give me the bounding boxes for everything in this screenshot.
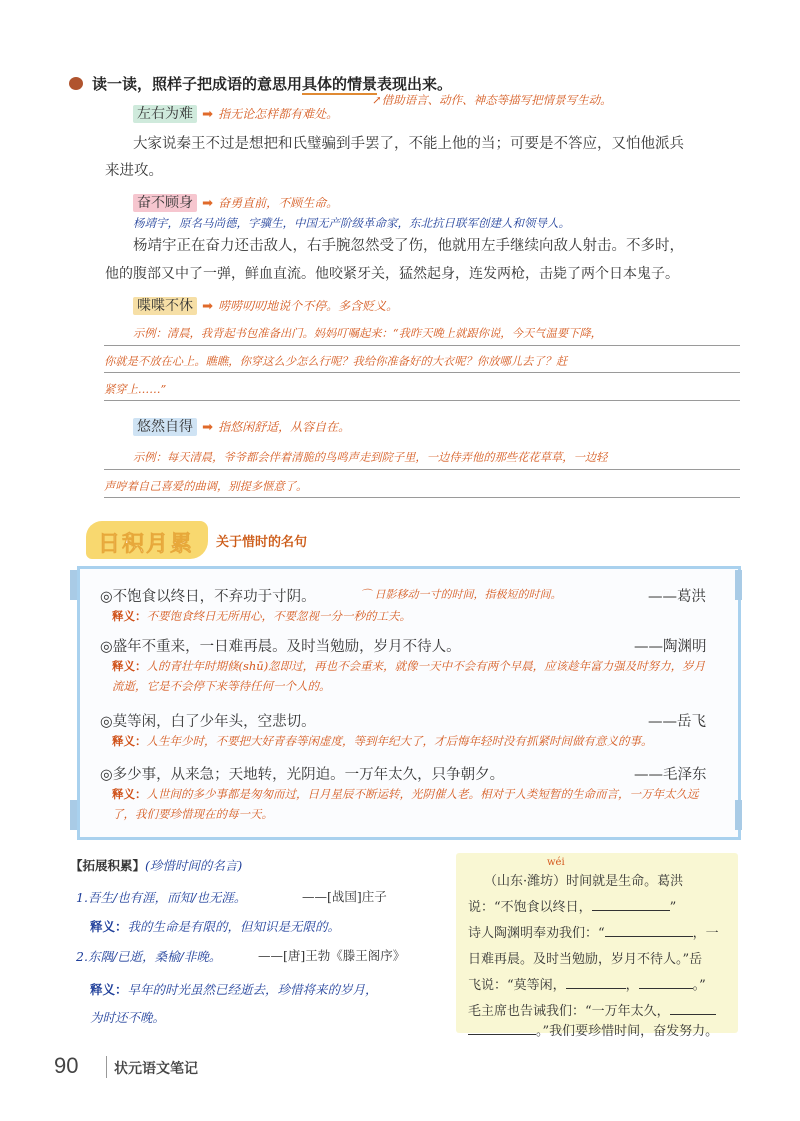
quote-explanation: 释义：人的青壮年时期倏(shū)忽即过，再也不会重来，就像一天中不会有两个早晨，应该趁年富力强及时努力，岁月流逝，它是不会停下来等待任何一个人的。 <box>112 659 706 693</box>
idiom-3 <box>133 295 398 315</box>
arrow-icon: ➡ <box>202 420 213 435</box>
example-line-1: 示例：每天清晨，爷爷都会伴着清脆的鸟鸣声走到院子里，一边侍弄他的那些花花草草，一边轻 <box>133 451 608 464</box>
idiom-1 <box>133 103 338 123</box>
exercise-line-2: 说：“不饱食以终日， ” <box>468 900 677 915</box>
idiom-label: 悠然自得 <box>133 418 197 436</box>
quote-author: ——陶渊明 <box>634 639 707 655</box>
example-line-1: 示例：清晨，我背起书包准备出门。妈妈叮嘱起来：“我昨天晚上就跟你说，今天气温要下降， <box>133 327 602 340</box>
exercise-line-3: 诗人陶渊明奉劝我们：“ ，一 <box>468 926 719 941</box>
section-subtitle: 关于惜时的名句 <box>216 535 308 550</box>
ruled-line <box>104 400 740 401</box>
section-bullet-icon <box>69 77 83 90</box>
footer-divider <box>106 1056 107 1078</box>
ruled-line <box>104 497 740 498</box>
box-pin-left-top <box>70 570 77 600</box>
idiom-meaning: 奋勇直前，不顾生命。 <box>218 196 339 210</box>
extension-title: 【拓展积累】(珍惜时间的名言) <box>70 858 243 873</box>
extension-explanation-2-line-1: 释义：早年的时光虽然已经逝去，珍惜将来的岁月， <box>90 982 378 997</box>
extension-source-1: ——[战国]庄子 <box>302 889 387 904</box>
idiom-2-paragraph-line-1: 杨靖宇正在奋力还击敌人，右手腕忽然受了伤，他就用左手继续向敌人射击。不多时， <box>133 238 684 254</box>
quote-explanation: 释义：不要饱食终日无所用心，不要忽视一分一秒的工夫。 <box>112 609 411 623</box>
extension-source-2: ——[唐]王勃《滕王阁序》 <box>258 948 406 963</box>
idiom-meaning: 唠唠叨叨地说个不停。多含贬义。 <box>218 299 399 313</box>
arrow-icon: ➡ <box>202 107 213 122</box>
quote-text: ◎盛年不重来，一日难再晨。及时当勉励，岁月不待人。 <box>100 639 461 655</box>
idiom-2-paragraph-line-2: 他的腹部又中了一弹，鲜血直流。他咬紧牙关，猛然起身，连发两枪，击毙了两个日本鬼子。 <box>105 266 679 282</box>
arrow-icon: ➡ <box>202 196 213 211</box>
example-line-2: 你就是不放在心上。瞧瞧，你穿这么少怎么行呢？我给你准备好的大衣呢？你放哪儿去了？赶 <box>104 355 568 368</box>
extension-item-2: 2.东隅/已逝，桑榆/非晚。 <box>76 949 222 964</box>
exercise-line-6: 毛主席也告诫我们：“一万年太久， <box>468 1000 716 1019</box>
exercise-heading: 读一读，照样子把成语的意思用具体的情景表现出来。 <box>92 75 453 93</box>
arrow-icon: ➡ <box>202 299 213 314</box>
blank-5[interactable] <box>670 1002 716 1015</box>
idiom-4 <box>133 416 350 436</box>
idiom-label: 左右为难 <box>133 105 197 123</box>
quote-author: ——毛泽东 <box>634 767 707 783</box>
quote-explanation: 释义：人生年少时，不要把大好青春等闲虚度，等到年纪大了，才后悔年轻时没有抓紧时间做有意义的事。 <box>112 734 653 748</box>
pinyin-annotation: wéi <box>547 857 565 868</box>
handwritten-note: 杨靖宇，原名马尚德，字骥生，中国无产阶级革命家，东北抗日联军创建人和领导人。 <box>133 216 570 230</box>
idiom-2 <box>133 192 338 212</box>
box-pin-right-bottom <box>735 800 742 830</box>
ruled-line <box>104 469 740 470</box>
page-number: 90 <box>54 1053 79 1078</box>
ruled-line <box>104 372 740 373</box>
idiom-1-paragraph-line-1: 大家说秦王不过是想把和氏璧骗到手罢了，不能上他的当；可要是不答应，又怕他派兵 <box>133 136 684 152</box>
quote-text: ◎不饱食以终日，不弃功于寸阴。 <box>100 589 316 605</box>
quote-annotation: ⌒ 日影移动一寸的时间，指极短的时间。 <box>360 588 562 601</box>
example-line-2: 声哼着自己喜爱的曲调，别提多惬意了。 <box>104 480 308 493</box>
idiom-meaning: 指无论怎样都有难处。 <box>218 107 339 121</box>
extension-explanation-1: 释义：我的生命是有限的，但知识是无限的。 <box>90 919 341 934</box>
blank-2[interactable] <box>605 924 693 937</box>
idiom-label: 奋不顾身 <box>133 194 197 212</box>
idiom-1-paragraph-line-2: 来进攻。 <box>105 163 163 179</box>
quote-text: ◎多少事，从来急；天地转，光阴迫。一万年太久，只争朝夕。 <box>100 767 505 783</box>
blank-4[interactable] <box>639 976 693 989</box>
blank-6[interactable] <box>468 1022 536 1035</box>
example-line-3: 紧穿上……” <box>104 383 167 396</box>
book-title: 状元语文笔记 <box>114 1061 198 1077</box>
quote-text: ◎莫等闲，白了少年头，空悲切。 <box>100 714 316 730</box>
box-pin-left-bottom <box>70 800 77 830</box>
blank-1[interactable] <box>592 898 670 911</box>
exercise-line-4: 日难再晨。及时当勉励，岁月不待人。”岳 <box>468 952 703 967</box>
quote-author: ——葛洪 <box>648 589 706 605</box>
fill-in-exercise <box>456 853 738 1039</box>
box-pin-right-top <box>735 570 742 600</box>
section-badge: 日积月累 <box>86 521 208 559</box>
idiom-label: 喋喋不休 <box>133 297 197 315</box>
exercise-line-7: 。”我们要珍惜时间，奋发努力。 <box>468 1020 718 1039</box>
exercise-line-5: 飞说：“莫等闲， ， 。” <box>468 978 706 993</box>
idiom-meaning: 指悠闲舒适，从容自在。 <box>218 420 351 434</box>
blank-3[interactable] <box>566 976 626 989</box>
extension-item-1: 1.吾生/也有涯，而知/也无涯。 <box>76 890 247 905</box>
extension-explanation-2-line-2: 为时还不晚。 <box>90 1010 166 1025</box>
quote-author: ——岳飞 <box>648 714 706 730</box>
side-note: ↗借助语言、动作、神态等描写把情景写生动。 <box>372 93 612 107</box>
quote-explanation: 释义：人世间的多少事都是匆匆而过，日月星辰不断运转，光阴催人老。相对于人类短暂的生命而言，一万年太久远了，我们要珍惜现在的每一天。 <box>112 787 699 821</box>
exercise-line-1: （山东·潍坊）时间就是生命。葛洪 <box>484 874 684 889</box>
ruled-line <box>104 345 740 346</box>
